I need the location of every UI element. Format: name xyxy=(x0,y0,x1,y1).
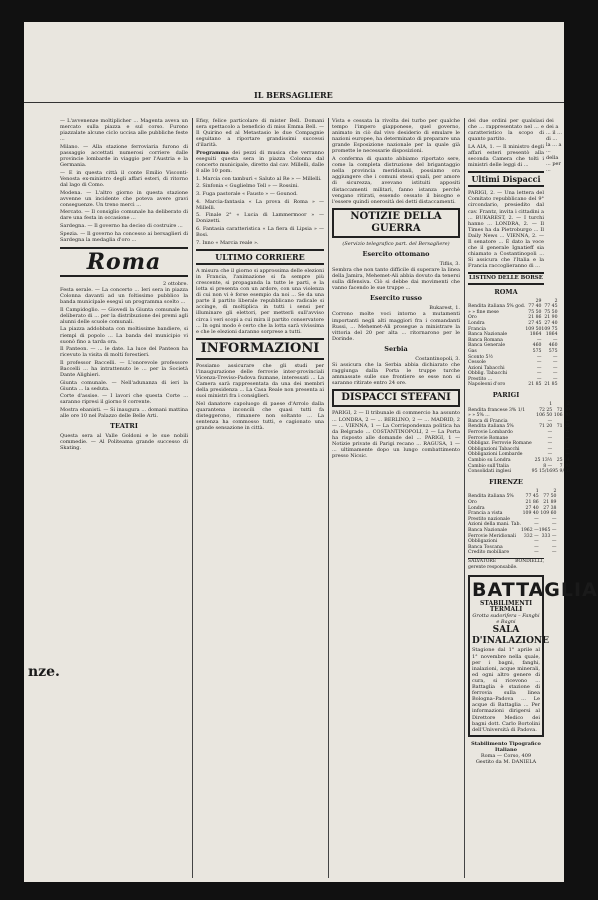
exchange-value: 21 86 xyxy=(528,315,542,321)
parigi-exchange-label: PARIGI xyxy=(492,391,520,400)
serbia-text: Si assicura che la Serbia abbia dichiarato che raggiunga dalla Porta le truppe turche ammassate sulle sue frontiere se esse non si saranno ritirate entro 24 ore. xyxy=(332,362,460,387)
exchange-value: — xyxy=(551,544,557,550)
exchange-label: Banca Nazionale xyxy=(468,332,508,338)
exchange-value: 95 9/16 xyxy=(552,469,570,475)
exchange-label: Francia xyxy=(468,326,486,332)
exchange-value: 106 90 xyxy=(553,413,570,419)
exchange-value: 332 — xyxy=(523,533,539,539)
printer-address: Roma — Corso, 409 xyxy=(480,752,532,759)
exchange-value: — xyxy=(536,371,542,377)
exchange-label: Francia a vista xyxy=(468,511,503,517)
teatri-title: TEATRI xyxy=(110,422,138,431)
exchange-label: Oro xyxy=(468,499,477,505)
russian-dateline: Bukarest, 1. xyxy=(429,305,460,312)
roma-date: 2 ottobre. xyxy=(163,280,188,287)
exchange-label: Consolidati inglesi xyxy=(468,469,512,475)
exchange-row xyxy=(468,382,558,388)
exchange-value: — xyxy=(534,539,539,545)
ottoman-dateline: Tiflis, 3. xyxy=(439,260,460,267)
exchange-value: 460 xyxy=(548,343,558,349)
exchange-value: 77 45 xyxy=(544,304,558,310)
exchange-value: — xyxy=(536,376,542,382)
program-list xyxy=(196,176,324,246)
printer-manager: Gestito da M. DANIELA xyxy=(475,759,537,766)
exchange-label: Ferrovie Meridionali xyxy=(468,533,516,539)
exchange-value: 72 30 xyxy=(556,407,570,413)
exchange-label: Rendita italiana 5% xyxy=(468,424,514,430)
exchange-value: — xyxy=(565,418,570,424)
exchange-value: 21 89 xyxy=(543,499,557,505)
exchange-value: 21 90 xyxy=(544,315,558,321)
roma-news-item: Festa serale. — La concerto ... Ieri sera in piazza Colonna davanti ad un foltissimo pubblico la banda municipale eseguì un programma scelto ... xyxy=(60,286,188,306)
roma-news-item: Corte d'assise. — I lavori che questa Corte ... saranno ripresi il giorno 8 corrente. xyxy=(60,393,188,406)
ottoman-text: Sembra che non tanto difficile di superare la linea della Jamira, Mehemet-Ali abbia dovuto da tenersi sulla difensiva. Ciò si debbe dai movimenti che vanno facendo le sue truppe ... xyxy=(332,267,460,292)
informazioni-text: Possiamo assicurare che gli studi per l'inaugurazione delle ferrovie inter-provinciali Vicenza-Treviso-Padova fiumane, interessati ... La Camera sarà rappresentata da una dei membri della presidenza ... La Casa Reale non presenta ai suoi ministri fra i consiglieri. xyxy=(196,362,324,400)
exchange-value: — xyxy=(536,365,542,371)
exchange-value: — xyxy=(547,446,553,452)
exchange-value: — xyxy=(547,418,553,424)
exchange-label: Prestito ... xyxy=(468,376,493,382)
program-item: 1. Marcia con tamburi « Saluto al Re » — Millelli. xyxy=(196,175,322,182)
exchange-value: 460 xyxy=(532,343,542,349)
exchange-column-header: 1 xyxy=(549,402,553,408)
exchange-value: 25 13½ xyxy=(534,458,553,463)
exchange-value: — xyxy=(565,446,570,452)
exchange-value: — xyxy=(547,441,553,447)
exchange-value: — xyxy=(565,430,570,436)
roma-exchange-label: ROMA xyxy=(494,287,518,296)
exchange-value: — xyxy=(565,435,570,441)
brigandage-text: A conferma di quanto abbiamo riportato sere, come la completa distruzione del brigantaggio nella provincia meridionali, possiamo ora aggiungere che i comuni stessi quali, per amore di sicurezza, avevano istituiti appositi distaccamenti militari, fanno istanza perchè vengano ritirati, essendo cessato il bisogno e l'essere quindi onerosità dei detti distaccamenti. xyxy=(332,156,460,205)
exchange-label: Ferrovie Lombardo xyxy=(468,430,513,436)
exchange-value: — xyxy=(547,430,553,436)
column-3 xyxy=(332,118,460,878)
ad-subtitle: STABILIMENTI TERMALI xyxy=(480,600,532,614)
exchange-value: — xyxy=(552,371,558,377)
exchange-row xyxy=(468,469,570,475)
war-news-title: NOTIZIE DELLA GUERRA xyxy=(332,208,460,238)
exchange-value: 7 90 xyxy=(559,463,570,469)
roma-exchange-table xyxy=(468,299,558,389)
serbia-dateline: Costantinopoli, 3. xyxy=(415,355,460,362)
gutter-fragment: dei dei a ... il ... di ... la ... a ... della ... per ... xyxy=(546,118,562,173)
exchange-value: 106 50 xyxy=(536,413,553,419)
exchange-label: Cambio sull'Italia xyxy=(468,463,509,469)
exchange-label: Azioni della mani. Tab. xyxy=(468,522,521,528)
exchange-value: 8 — xyxy=(543,463,553,469)
serbia-section: Serbia xyxy=(384,344,408,353)
dispacci-stefani-title: DISPACCI STEFANI xyxy=(332,389,460,407)
exchange-value: 21 85 xyxy=(528,382,542,388)
russian-section: Esercito russo xyxy=(369,294,422,303)
exchange-label: Banca Toscana xyxy=(468,544,503,550)
exchange-value: 1864 xyxy=(529,332,542,338)
program-item: 7. Inno « Marcia reale ». xyxy=(196,239,259,246)
war-news-subtitle: (Servizio telegrafico part. del Bersagliere) xyxy=(342,240,450,247)
column-1-briefs xyxy=(60,118,188,243)
exchange-value: — xyxy=(565,452,570,458)
exchange-value: 27 40 xyxy=(544,320,558,326)
column-rule xyxy=(192,118,193,878)
exchange-value: — xyxy=(552,360,558,366)
exchange-label: Napoleoni d'oro xyxy=(468,382,506,388)
ultimi-dispacci-title: Ultimi Dispacci xyxy=(468,171,544,187)
exchange-label: Obblig. Tabacchi xyxy=(468,371,508,377)
exchange-value: — xyxy=(534,550,539,556)
firenze-exchange-table xyxy=(468,489,556,556)
exchange-value: 95 15/16 xyxy=(531,469,553,475)
exchange-value: — xyxy=(552,354,558,360)
exchange-value: 27 40 xyxy=(525,505,539,511)
teatri-text: Questa sera al Valle Goldoni e le sue nobili commedie. — Al Politeama grande successo di Skating. xyxy=(60,433,188,452)
program-item: 5. Finale 2° « Lucia di Lammermoor » — Donizetti. xyxy=(196,212,324,225)
exchange-value: 1962 — xyxy=(520,527,539,533)
exchange-label: Prestito nazionale xyxy=(468,516,510,522)
japan-text: Vista e cessata la rivolta dei turbo per qualche tempo l'impero giapponese, quel governo, animato in ciò dal vivo desiderio di emulare le nazioni europee, ha determinato di preparare una grande Esposizione nazionale per la quale già promette le necessarie disposizioni. xyxy=(332,118,460,155)
exchange-value: — xyxy=(551,516,557,522)
manager-line: SALVATORE BONDIELLI, gerente responsabile. xyxy=(468,558,544,570)
exchange-value: 71 20 xyxy=(539,424,553,430)
exchange-label: Gas xyxy=(468,348,477,354)
newspaper-page xyxy=(24,22,598,882)
exchange-value: 27 38 xyxy=(543,505,557,511)
column-rule xyxy=(328,118,329,878)
ultimo-corriere-text: A misura che il giorno si approssima delle elezioni in Francia, l'animazione si fa sempre più crescente, si propaganda la tutte le parti, e la lotta si presenta con un ardore, con una violenza di cui non vi è forse esempio da noi ... Se da una parte il partito liberale repubblicano radicale si accinge, di moltiplica in tutti i sensi per illuminare gli elettori, per metterli sull'avviso circa i veri scopi a cui mira il partito conservatore ... In ogni modo è certo che la lotta sarà vivissima e che le elezioni daranno sorprese a tutti. xyxy=(196,267,324,335)
exchange-value: 75 50 xyxy=(528,309,542,315)
program-item: 4. Marcia-fantasia « La prova di Roma » — Millelli. xyxy=(196,198,324,211)
exchange-value: — xyxy=(551,550,557,556)
ad-text: Stagione dal 1° aprile al 1° novembre nella quale, per i bagni, fanghi, inalazioni, acque minerali, ed ogni altro genere di cura, si ricevono ... Battaglia è stazione di ferrovia sulla linea Bologna–Padova ... Le acque di Battaglia ... Per informazioni dirigersi al Direttore Medico dei bagni dott. Carlo Bortolini dell'Università di Padova. xyxy=(472,647,540,733)
ultimi-dispacci-text: PARIGI, 2. — Una lettera del Comitato repubblicano del 9° circondario, presiedito dal cav. Frantz, invita i cittadini a ... BUKAREST, 2. — I turchi hanno ... LONDRA, 2. — Il Times ha da Pietroburgo ... Il Daily News ... VIENNA, 2. — Il senatore ... È dato la voce che il generale Ignatieff sia chiamato a Costantinopoli ... Si assicura che l'Italia e la Francia raccoglieranno di ... xyxy=(468,190,544,270)
exchange-label: » » fine mese xyxy=(468,309,499,315)
news-brief: Milano. — Alla stazione ferroviaria furono di passaggio accettati numerosi corriere dalle provincie lombarde in viaggio per l'Austria e la Germania. xyxy=(60,143,188,169)
roma-news-item: Il professor Baccelli. — L'onorevole professore Baccelli ... ha intrattenuto le ... per la Società Dante Alighieri. xyxy=(60,359,188,379)
exchange-value: — xyxy=(565,441,570,447)
exchange-value: — xyxy=(551,522,557,528)
exchange-label: Rendita italiana 5% xyxy=(468,494,514,500)
exchange-value: 109 50 xyxy=(525,326,542,332)
exchange-row xyxy=(468,304,558,310)
exchange-column-header: 2 xyxy=(554,298,558,304)
exchange-value: — xyxy=(534,522,539,528)
exchange-value: — xyxy=(534,516,539,522)
news-brief: Sardegna. — Il governo ha deciso di costruire ... xyxy=(60,223,183,229)
exchange-value: 1965 — xyxy=(538,527,557,533)
exchange-value: — xyxy=(552,337,558,343)
column-rule xyxy=(464,118,465,878)
program-item: 3. Fuga pastorale « Fausto » — Gounod. xyxy=(196,191,298,198)
exchange-value: 109 60 xyxy=(540,511,557,517)
exchange-value: — xyxy=(536,337,542,343)
exchange-row xyxy=(468,550,556,556)
battaglia-advertisement xyxy=(468,575,598,737)
exchange-label: Cambio su Londra xyxy=(468,458,511,463)
news-brief: Spezia. — Il governo ha concesso ai bersaglieri di Sardegna la medaglia d'oro ... xyxy=(60,230,188,243)
exchange-label: Azioni Tabacchi xyxy=(468,365,505,371)
exchange-value: 75 50 xyxy=(544,309,558,315)
exchange-value: 72 25 xyxy=(539,407,553,413)
exchange-value: — xyxy=(551,539,557,545)
roma-news xyxy=(60,287,188,419)
exchange-label: Obbligaz. Ferrovie Romane xyxy=(468,441,532,447)
ad-line: Grotta sudorifera – Fanghi e Bagni xyxy=(472,613,540,626)
exchange-label: Oro xyxy=(468,315,477,321)
exchange-label: Londra xyxy=(468,505,485,511)
roma-news-item: Il Campidoglio. — Giovedì la Giunta comunale ha deliberato di ... per la distribuzione dei premi agli alunni delle scuole comunali. xyxy=(60,306,188,325)
la-aia-text: LA AIA, 1. — Il ministro degli affari esteri presentò alla seconda Camera che tolti i ministri delle leggi di ... xyxy=(468,143,544,169)
column-1 xyxy=(60,118,188,878)
margin-fragment: nze. xyxy=(28,664,60,680)
exchange-value: — xyxy=(536,360,542,366)
program-title: Programma xyxy=(196,149,229,156)
ottoman-section: Esercito ottomano xyxy=(362,249,430,258)
news-brief: Modena. — L'altro giorno in questa stazione avvenne un incidente che poteva avere gravi conseguenze. Un treno merci ... xyxy=(60,189,188,208)
ad-sala: SALA D'INALAZIONE xyxy=(472,625,549,647)
informazioni-title: INFORMAZIONI xyxy=(196,338,324,360)
exchange-value: 77 45 xyxy=(525,494,539,500)
program-item: 2. Sinfonia « Guglielmo Tell » — Rossini. xyxy=(196,183,299,190)
listino-title: LISTINO DELLE BORSE xyxy=(468,272,544,284)
exchange-value: 109 40 xyxy=(522,511,539,517)
program-intro: dei pezzi di musica che verranno eseguiti questa sera in piazza Colonna dal concerto municipale, diretto dal cav. Millelli, dalle 8 alle 10 pom. xyxy=(196,149,325,175)
roma-section-title: Roma xyxy=(60,247,188,277)
news-brief: — E in questa città il conte Emilio Visconti-Venosta ex-ministro degli affari esteri, di ritorno dal lago di Como. xyxy=(60,169,188,188)
printer-name: Stabilimento Tipografico Italiano xyxy=(471,740,541,753)
final-text: Nel danatore capoluogo di paese d'Arrolo dalla quarantena inconcili che quasi tutti fa disteggerono, rimanere non soltanto ... La sentenza ha commosso tutti, e cagionato una grande sensazione in città. xyxy=(196,400,324,432)
exchange-label: Credito mobiliare xyxy=(468,550,510,556)
exchange-value: — xyxy=(534,544,539,550)
theater-intro: Efisy, felice particolare di mister Bell. Domani sera spettacolo a beneficio di miss Emma Bell. — Il Quirino ed al Metastasio le due Compagnie seguitano a riportare grandissimi successi d'ilarità. xyxy=(196,118,324,149)
exchange-value: 21 86 xyxy=(525,499,539,505)
firenze-exchange-label: FIRENZE xyxy=(489,477,523,486)
ad-title: BATTAGLIA xyxy=(472,579,598,602)
col4-intro: dei due ordini per qualsiasi che ... rappresentato nel ... e caratteristico la scopo di quanto partito. xyxy=(468,118,544,143)
exchange-value: — xyxy=(536,354,542,360)
parigi-exchange-table xyxy=(468,402,570,475)
exchange-label: Obbligazioni xyxy=(468,539,498,545)
masthead-title: IL BERSAGLIERE xyxy=(254,90,333,100)
exchange-label: Obbligazioni Tabacchi xyxy=(468,446,520,452)
exchange-label: Sconto 5½ xyxy=(468,354,493,360)
exchange-label: Banca Generale xyxy=(468,343,506,349)
exchange-value: 77 40 xyxy=(528,304,542,310)
exchange-value: — xyxy=(552,365,558,371)
exchange-value: 1864 xyxy=(545,332,558,338)
exchange-value: 77 50 xyxy=(543,494,557,500)
exchange-label: Londra xyxy=(468,320,485,326)
exchange-column-header: 29 xyxy=(535,298,542,304)
russian-text: Corrono molte voci intorno a mutamenti importanti negli alti maggiori fra i comandanti Russi, ... Mehemet-Ali prosegue a ministrare la vittoria del 20 per alta ... ritornarono per le Dorinde. xyxy=(332,311,460,342)
column-2 xyxy=(196,118,324,878)
exchange-value: 71 25 xyxy=(556,424,570,430)
exchange-label: Rendita italiana 5% god. xyxy=(468,304,526,310)
exchange-value: 575 xyxy=(548,348,558,354)
exchange-value: — xyxy=(552,376,558,382)
dispacci-stefani-text: PARIGI, 2 — Il tribunale di commercio ha assunto ... LONDRA, 2 — ... BERLINO, 2 — ... MADRID, 2 — ... VIENNA, 1 — La Corrispondenza politica ha da Belgrado ... COSTANTINOPOLI, 2 — La Porta ha risposto alle domande del ... PARIGI, 1 — Notizie private di Parigi recano ... RAGUSA, 1 — ... ultimamente dopo un lungo combattimento presso Nicsic. xyxy=(332,410,460,460)
exchange-label: Banca Nazionale xyxy=(468,527,508,533)
exchange-value: 27 45 xyxy=(528,320,542,326)
roma-news-item: Giunta comunale. — Nell'adunanza di ieri la Giunta ... la seduta. xyxy=(60,379,188,392)
exchange-label: Ferrovie Romane xyxy=(468,435,509,441)
roma-news-item: Mostra ebanisti. — Si inaugura ... domani mattina alle ore 10 nel Palazzo delle Belle Arti. xyxy=(60,407,188,420)
exchange-value: 21 85 xyxy=(544,382,558,388)
exchange-value: — xyxy=(547,452,553,458)
ultimo-corriere-title: ULTIMO CORRIERE xyxy=(196,249,324,265)
exchange-label: Banca di Francia xyxy=(468,418,508,424)
exchange-value: 109 75 xyxy=(541,326,558,332)
masthead xyxy=(24,88,564,103)
exchange-column-header: 1 xyxy=(535,488,539,494)
exchange-value: 333 — xyxy=(541,533,557,539)
roma-news-item: Il Panteon. — ... le date. La luce del Panteon ha ricevuto la visita di molti forestieri. xyxy=(60,346,188,359)
exchange-value: 25 14 xyxy=(556,458,570,463)
exchange-label: Rendita francese 3% 1/1 xyxy=(468,407,526,413)
news-brief: Mercato. — Il consiglio comunale ha deliberato di dare una festa in occasione ... xyxy=(60,209,188,222)
exchange-column-header: 2 xyxy=(553,488,557,494)
exchange-label: Cessole xyxy=(468,360,486,366)
exchange-value: — xyxy=(547,435,553,441)
exchange-label: » » 5% ... xyxy=(468,413,490,419)
exchange-label: Banca Romana xyxy=(468,337,503,343)
news-brief: — L'avvenenze moltiplicher ... Magenta aveva un mercato sulla piazza e sul corso. Furono piazzalate alcune ciclo uccisa alle pubbliche feste ... xyxy=(60,118,188,143)
exchange-column-header: 2 xyxy=(566,402,570,408)
exchange-label: Obbligazioni Lombarde xyxy=(468,452,523,458)
roma-news-item: La piazza addobbata con moltissime bandiere, si riempì di popolo ... La banda del municipio vi suonò fino a tarda ora. xyxy=(60,326,188,345)
exchange-value: 575 xyxy=(532,348,542,354)
program-item: 6. Fantasia caratteristica « La fiera di Lipsia » — Bosi. xyxy=(196,226,324,239)
